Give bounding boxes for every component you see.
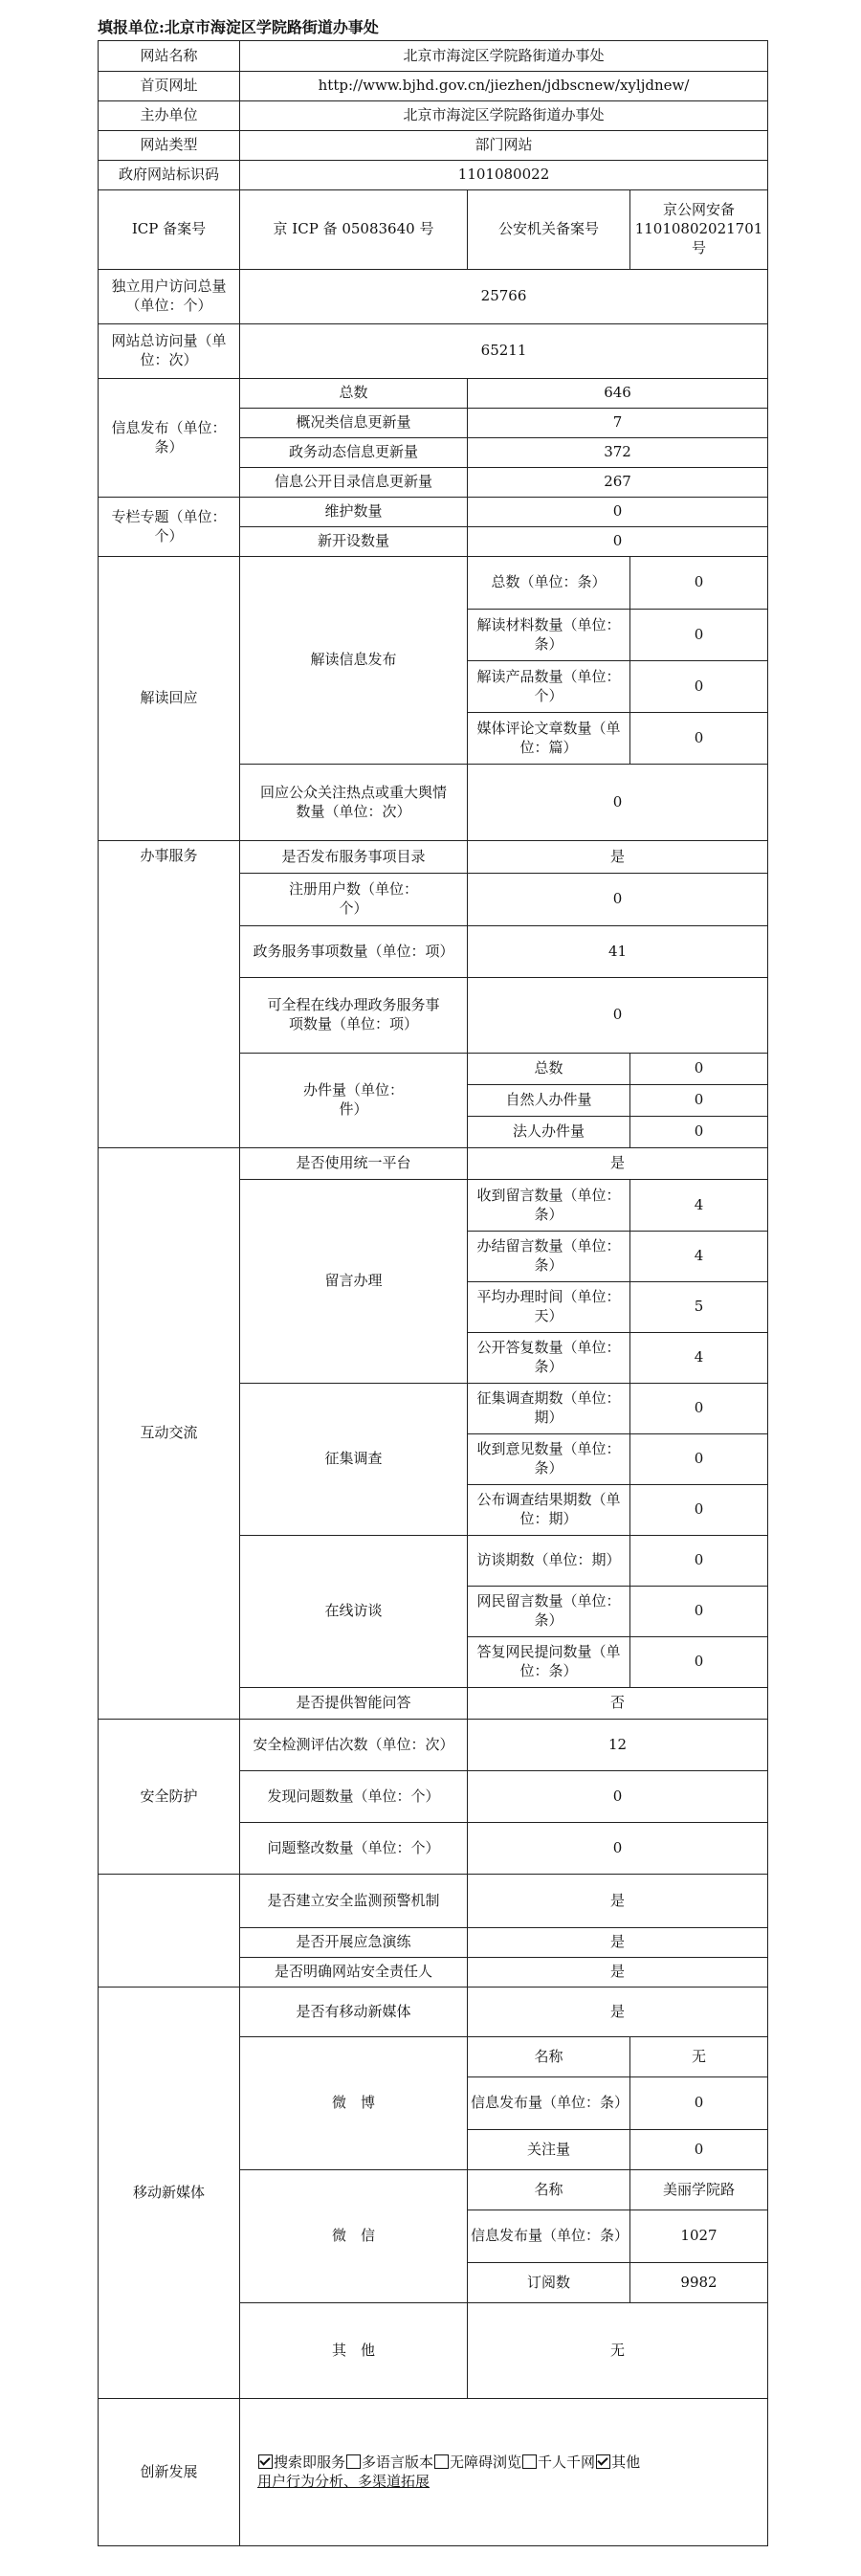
msg-recv-label: 收到留言数量（单位：条） xyxy=(468,1180,630,1232)
security-drill-value: 是 xyxy=(468,1928,768,1958)
security-drill-label: 是否开展应急演练 xyxy=(240,1928,468,1958)
weibo-fans-value: 0 xyxy=(630,2130,768,2170)
interpret-material-label: 解读材料数量（单位：条） xyxy=(468,610,630,661)
interpret-section-label: 解读回应 xyxy=(99,557,240,841)
media-other-value: 无 xyxy=(468,2303,768,2399)
site-type-label: 网站类型 xyxy=(99,131,240,161)
checkbox-other xyxy=(596,2454,610,2469)
option-search-service: 搜索即服务 xyxy=(274,2453,346,2471)
service-catalog-value: 是 xyxy=(468,841,768,874)
info-section-label: 信息发布（单位：条） xyxy=(99,379,240,498)
talk-count-value: 0 xyxy=(630,1536,768,1587)
site-name-label: 网站名称 xyxy=(99,41,240,72)
home-url-value: http://www.bjhd.gov.cn/jiezhen/jdbscnew/xyljdnew/ xyxy=(240,72,768,101)
wechat-name-label: 名称 xyxy=(468,2170,630,2210)
survey-count-label: 征集调查期数（单位：期） xyxy=(468,1384,630,1434)
service-online-label: 可全程在线办理政务服务事项数量（单位：项） xyxy=(240,978,468,1054)
wechat-pub-label: 信息发布量（单位：条） xyxy=(468,2210,630,2263)
uv-label: 独立用户访问总量（单位：个） xyxy=(99,270,240,324)
checkbox-accessibility xyxy=(434,2454,449,2469)
msg-recv-value: 4 xyxy=(630,1180,768,1232)
interpret-publish-label: 解读信息发布 xyxy=(240,557,468,765)
checkbox-search-service xyxy=(258,2454,273,2469)
survey-res-label: 公布调查结果期数（单位：期） xyxy=(468,1485,630,1536)
service-section-label: 办事服务 xyxy=(99,841,240,1148)
interact-platform-value: 是 xyxy=(468,1148,768,1180)
talk-msg-value: 0 xyxy=(630,1587,768,1637)
wechat-pub-value: 1027 xyxy=(630,2210,768,2263)
icp-value: 京 ICP 备 05083640 号 xyxy=(240,190,468,270)
service-natural-value: 0 xyxy=(630,1085,768,1117)
media-other-label: 其 他 xyxy=(240,2303,468,2399)
wechat-label: 微 信 xyxy=(240,2170,468,2303)
service-legal-label: 法人办件量 xyxy=(468,1117,630,1148)
service-natural-label: 自然人办件量 xyxy=(468,1085,630,1117)
pv-label: 网站总访问量（单位：次） xyxy=(99,324,240,379)
column-maintain-value: 0 xyxy=(468,498,768,527)
info-total-value: 646 xyxy=(468,379,768,409)
service-users-label: 注册用户数（单位：个） xyxy=(240,874,468,926)
interpret-media-label: 媒体评论文章数量（单位：篇） xyxy=(468,713,630,765)
icp-label: ICP 备案号 xyxy=(99,190,240,270)
media-has-label: 是否有移动新媒体 xyxy=(240,1988,468,2037)
security-section-label: 安全防护 xyxy=(99,1720,240,1875)
checkbox-personalized xyxy=(522,2454,537,2469)
service-online-value: 0 xyxy=(468,978,768,1054)
info-overview-label: 概况类信息更新量 xyxy=(240,409,468,438)
msg-done-label: 办结留言数量（单位：条） xyxy=(468,1232,630,1282)
site-code-value: 1101080022 xyxy=(240,161,768,190)
info-dynamic-value: 372 xyxy=(468,438,768,468)
msg-avg-label: 平均办理时间（单位：天） xyxy=(468,1282,630,1333)
police-label: 公安机关备案号 xyxy=(468,190,630,270)
security-monitor-label: 是否建立安全监测预警机制 xyxy=(240,1875,468,1928)
msg-avg-value: 5 xyxy=(630,1282,768,1333)
option-multi-language: 多语言版本 xyxy=(362,2453,434,2471)
security-found-label: 发现问题数量（单位：个） xyxy=(240,1771,468,1823)
weibo-pub-label: 信息发布量（单位：条） xyxy=(468,2077,630,2130)
site-type-value: 部门网站 xyxy=(240,131,768,161)
interpret-respond-label: 回应公众关注热点或重大舆情数量（单位：次） xyxy=(240,765,468,841)
security-fixed-value: 0 xyxy=(468,1823,768,1875)
security-owner-value: 是 xyxy=(468,1958,768,1988)
talk-ans-label: 答复网民提问数量（单位：条） xyxy=(468,1637,630,1688)
talk-section-label: 在线访谈 xyxy=(240,1536,468,1688)
interact-platform-label: 是否使用统一平台 xyxy=(240,1148,468,1180)
home-url-label: 首页网址 xyxy=(99,72,240,101)
weibo-name-value: 无 xyxy=(630,2037,768,2077)
survey-op-value: 0 xyxy=(630,1434,768,1485)
interpret-product-value: 0 xyxy=(630,661,768,713)
innovation-options xyxy=(240,2399,768,2546)
security-owner-label: 是否明确网站安全责任人 xyxy=(240,1958,468,1988)
innovation-other-text: 用户行为分析、多渠道拓展 xyxy=(257,2472,430,2490)
talk-ans-value: 0 xyxy=(630,1637,768,1688)
wechat-subs-value: 9982 xyxy=(630,2263,768,2303)
org-label: 主办单位 xyxy=(99,101,240,131)
service-cases-total-label: 总数 xyxy=(468,1054,630,1085)
uv-value: 25766 xyxy=(240,270,768,324)
column-new-label: 新开设数量 xyxy=(240,527,468,557)
interpret-respond-value: 0 xyxy=(468,765,768,841)
service-legal-value: 0 xyxy=(630,1117,768,1148)
info-open-label: 信息公开目录信息更新量 xyxy=(240,468,468,498)
msg-pub-label: 公开答复数量（单位：条） xyxy=(468,1333,630,1384)
service-users-value: 0 xyxy=(468,874,768,926)
report-unit-header: 填报单位:北京市海淀区学院路街道办事处 xyxy=(98,18,379,36)
info-dynamic-label: 政务动态信息更新量 xyxy=(240,438,468,468)
interact-section-label: 互动交流 xyxy=(99,1148,240,1720)
service-catalog-label: 是否发布服务事项目录 xyxy=(240,841,468,874)
option-personalized: 千人千网 xyxy=(538,2453,596,2471)
police-value: 京公网安备11010802021701 号 xyxy=(630,190,768,270)
weibo-name-label: 名称 xyxy=(468,2037,630,2077)
survey-res-value: 0 xyxy=(630,1485,768,1536)
service-cases-total-value: 0 xyxy=(630,1054,768,1085)
survey-op-label: 收到意见数量（单位：条） xyxy=(468,1434,630,1485)
interact-ai-label: 是否提供智能问答 xyxy=(240,1688,468,1720)
site-code-label: 政府网站标识码 xyxy=(99,161,240,190)
info-overview-value: 7 xyxy=(468,409,768,438)
interpret-media-value: 0 xyxy=(630,713,768,765)
security-eval-value: 12 xyxy=(468,1720,768,1771)
security-monitor-value: 是 xyxy=(468,1875,768,1928)
pv-value: 65211 xyxy=(240,324,768,379)
site-name-value: 北京市海淀区学院路街道办事处 xyxy=(240,41,768,72)
security-eval-label: 安全检测评估次数（单位：次） xyxy=(240,1720,468,1771)
media-has-value: 是 xyxy=(468,1988,768,2037)
column-maintain-label: 维护数量 xyxy=(240,498,468,527)
option-accessibility: 无障碍浏览 xyxy=(450,2453,522,2471)
innovation-checkbox-line xyxy=(257,2454,764,2473)
talk-msg-label: 网民留言数量（单位：条） xyxy=(468,1587,630,1637)
weibo-fans-label: 关注量 xyxy=(468,2130,630,2170)
security-found-value: 0 xyxy=(468,1771,768,1823)
talk-count-label: 访谈期数（单位：期） xyxy=(468,1536,630,1587)
column-new-value: 0 xyxy=(468,527,768,557)
service-cases-label: 办件量（单位：件） xyxy=(240,1054,468,1148)
info-open-value: 267 xyxy=(468,468,768,498)
weibo-label: 微 博 xyxy=(240,2037,468,2170)
msg-pub-value: 4 xyxy=(630,1333,768,1384)
msg-done-value: 4 xyxy=(630,1232,768,1282)
weibo-pub-value: 0 xyxy=(630,2077,768,2130)
website-annual-report-table xyxy=(98,40,768,2546)
interpret-product-label: 解读产品数量（单位：个） xyxy=(468,661,630,713)
info-total-label: 总数 xyxy=(240,379,468,409)
service-items-value: 41 xyxy=(468,926,768,978)
checkbox-multi-language xyxy=(346,2454,361,2469)
wechat-name-value: 美丽学院路 xyxy=(630,2170,768,2210)
innovation-label: 创新发展 xyxy=(99,2399,240,2546)
media-section-label: 移动新媒体 xyxy=(99,1988,240,2399)
security-fixed-label: 问题整改数量（单位：个） xyxy=(240,1823,468,1875)
interpret-total-label: 总数（单位：条） xyxy=(468,557,630,610)
wechat-subs-label: 订阅数 xyxy=(468,2263,630,2303)
service-items-label: 政务服务事项数量（单位：项） xyxy=(240,926,468,978)
org-value: 北京市海淀区学院路街道办事处 xyxy=(240,101,768,131)
security-extra-blank xyxy=(99,1875,240,1988)
column-section-label: 专栏专题（单位：个） xyxy=(99,498,240,557)
survey-section-label: 征集调查 xyxy=(240,1384,468,1536)
option-other: 其他 xyxy=(611,2453,641,2471)
msg-section-label: 留言办理 xyxy=(240,1180,468,1384)
interpret-total-value: 0 xyxy=(630,557,768,610)
survey-count-value: 0 xyxy=(630,1384,768,1434)
interpret-material-value: 0 xyxy=(630,610,768,661)
interact-ai-value: 否 xyxy=(468,1688,768,1720)
